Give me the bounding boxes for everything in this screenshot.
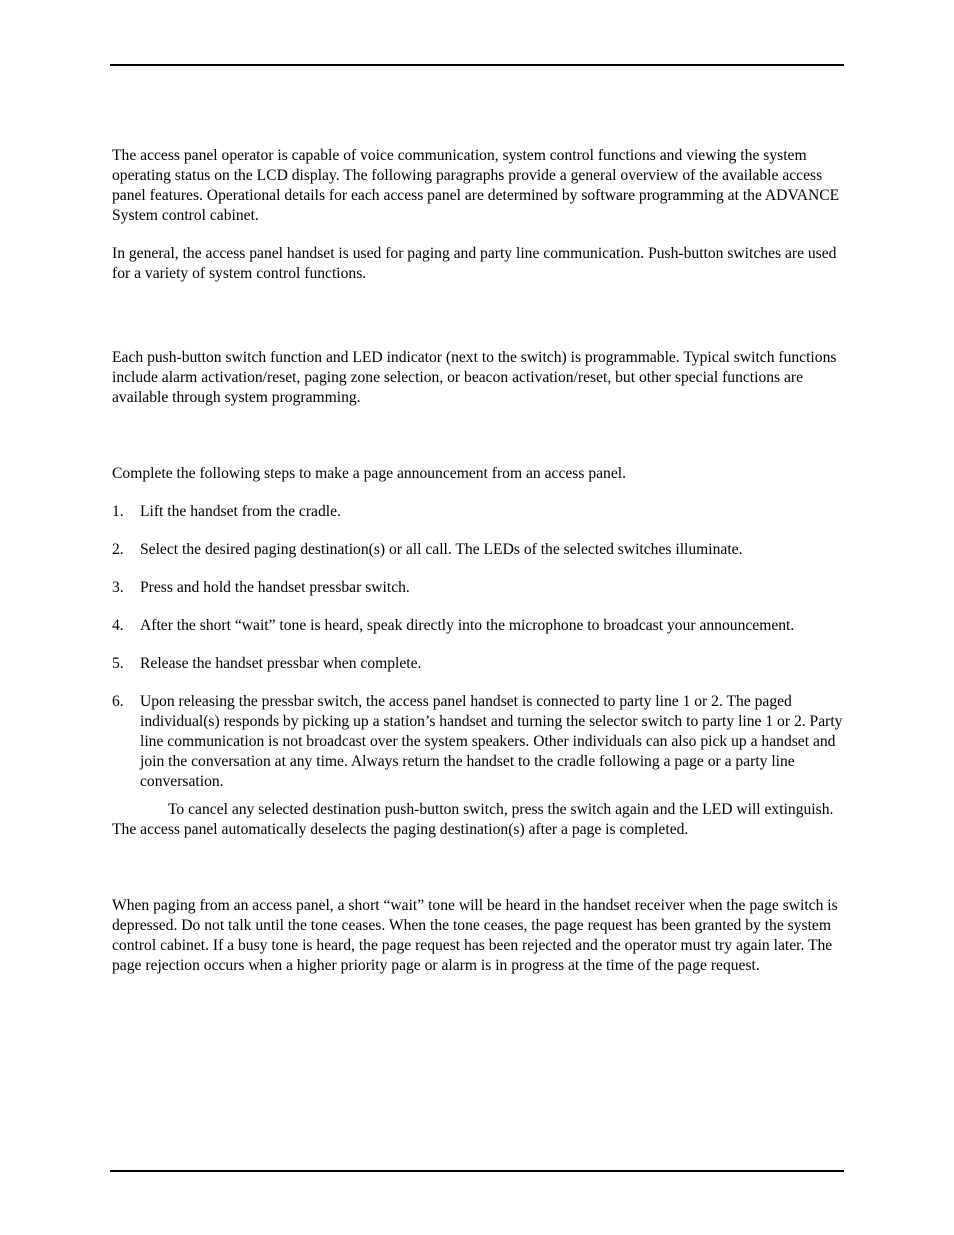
step-text: Select the desired paging destination(s) or all call. The LEDs of the selected switches illuminate. bbox=[140, 541, 743, 558]
wait-tone-paragraph: When paging from an access panel, a short “wait” tone will be heard in the handset receiver when the page switch is depressed. Do not talk until the tone ceases. When the tone ceases, the page request has been granted by the system control cabinet. If a busy tone is heard, the page request has been rejected and the operator must try again later. The page rejection occurs when a higher priority page or alarm is in progress at the time of the page request. bbox=[112, 897, 838, 974]
document-body bbox=[112, 142, 848, 976]
step-number: 5. bbox=[112, 655, 124, 672]
footer-rule bbox=[110, 1170, 844, 1172]
step-number: 6. bbox=[112, 693, 124, 710]
step-text: Lift the handset from the cradle. bbox=[140, 503, 341, 520]
list-item bbox=[112, 616, 848, 636]
step-text: Upon releasing the pressbar switch, the access panel handset is connected to party line 1 or 2. The paged individual(s) responds by picking up a station’s handset and turning the selector switch to party line 1 or 2. Party line communication is not broadcast over the system speakers. Other individuals can also pick up a handset and join the conversation at any time. Always return the handset to the cradle following a page or a party line conversation. bbox=[140, 693, 843, 790]
list-item bbox=[112, 578, 848, 598]
list-item bbox=[112, 502, 848, 522]
paging-steps-list bbox=[112, 502, 848, 792]
step-text: Release the handset pressbar when complete. bbox=[140, 655, 422, 672]
list-item bbox=[112, 692, 848, 792]
step-number: 2. bbox=[112, 541, 124, 558]
intro-paragraph: The access panel operator is capable of voice communication, system control functions and viewing the system operating status on the LCD display. The following paragraphs provide a general overview of the available access panel features. Operational details for each access panel are determined by software programming at the ADVANCE System control cabinet. bbox=[112, 147, 840, 224]
step-text: Press and hold the handset pressbar switch. bbox=[140, 579, 410, 596]
header-rule bbox=[110, 64, 844, 66]
step-text: After the short “wait” tone is heard, speak directly into the microphone to broadcast your announcement. bbox=[140, 617, 795, 634]
switch-functions-paragraph: Each push-button switch function and LED indicator (next to the switch) is programmable. Typical switch functions include alarm activation/reset, paging zone selection, or beacon activation/reset, but other special functions are available through system programming. bbox=[112, 349, 837, 406]
cancel-paragraph: To cancel any selected destination push-button switch, press the switch again and the LED will extinguish. The access panel automatically deselects the paging destination(s) after a page is completed. bbox=[112, 801, 834, 838]
step-number: 4. bbox=[112, 617, 124, 634]
list-item bbox=[112, 654, 848, 674]
step-number: 3. bbox=[112, 579, 124, 596]
steps-intro-paragraph: Complete the following steps to make a page announcement from an access panel. bbox=[112, 465, 626, 482]
general-paragraph: In general, the access panel handset is used for paging and party line communication. Push-button switches are used for a variety of system control functions. bbox=[112, 245, 837, 282]
step-number: 1. bbox=[112, 503, 124, 520]
list-item bbox=[112, 540, 848, 560]
